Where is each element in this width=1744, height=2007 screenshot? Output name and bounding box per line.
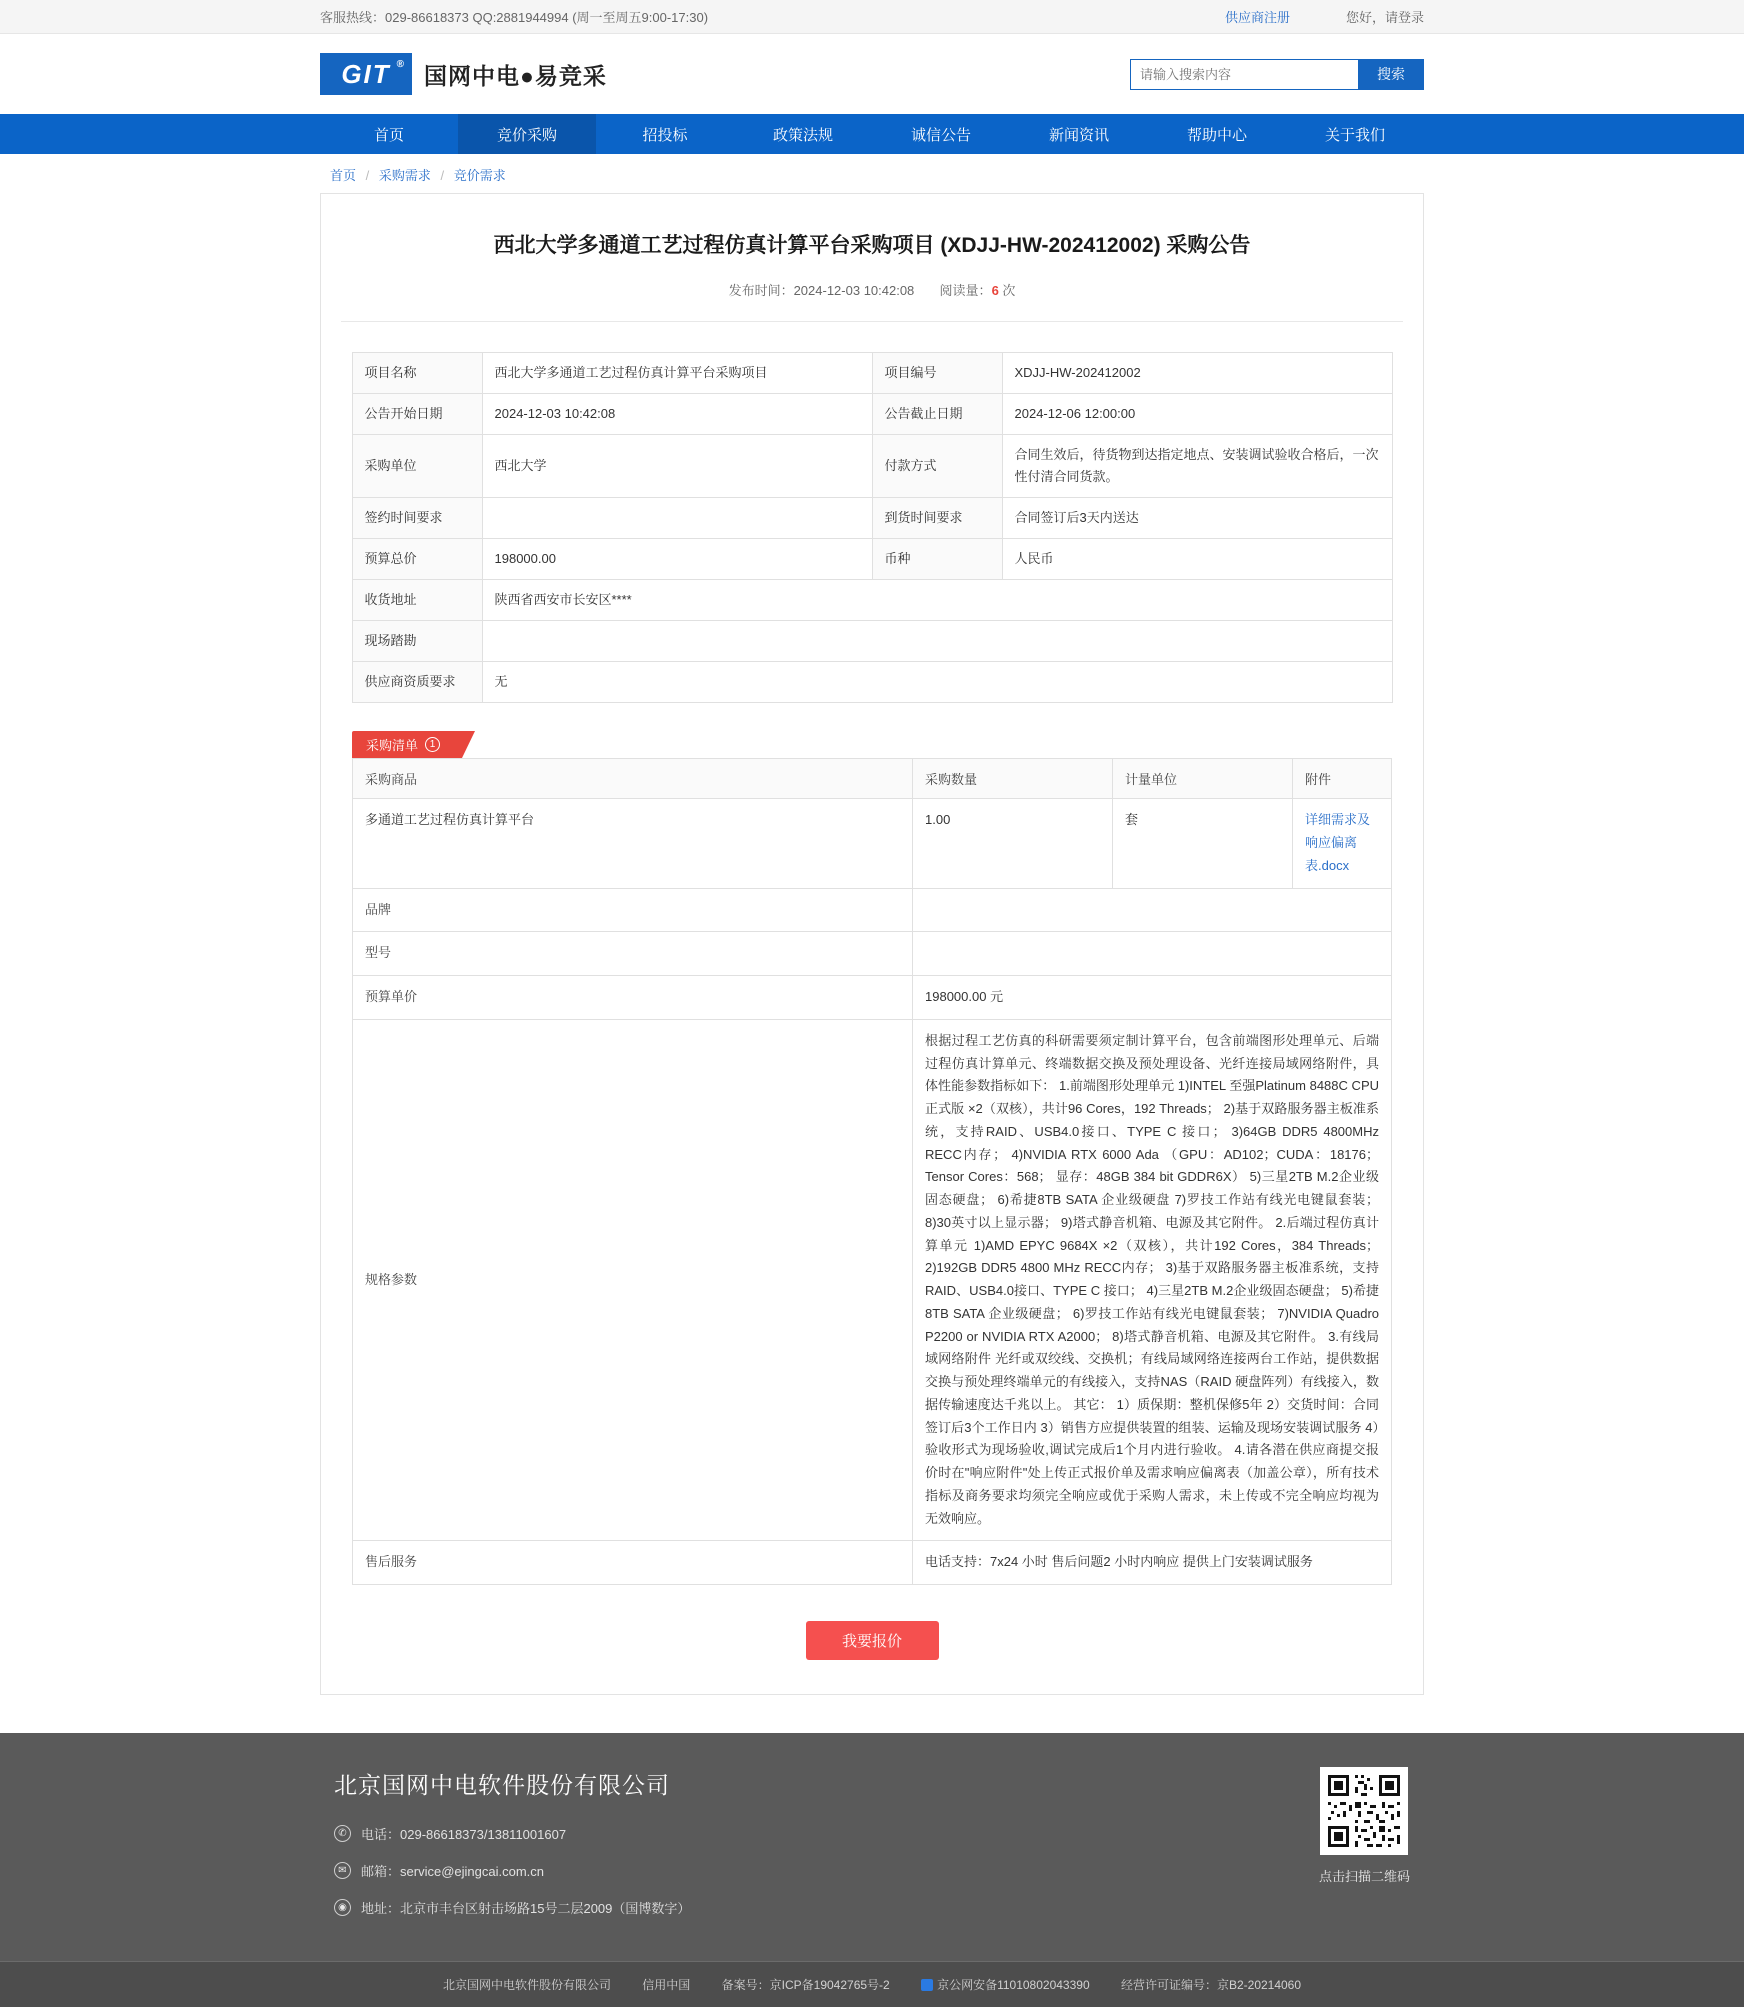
table-row: [353, 932, 1392, 976]
value-after-sales: 电话支持：7x24 小时 售后问题2 小时内响应 提供上门安装调试服务: [913, 1541, 1392, 1585]
table-row: [353, 799, 1392, 888]
goods-quantity: 1.00: [913, 799, 1113, 888]
purchase-list-table: [352, 758, 1392, 1585]
business-license: 经营许可证编号：京B2-20214060: [1120, 1978, 1302, 1993]
value-budget-total: 198000.00: [482, 538, 872, 579]
footer-address: [334, 1898, 690, 1917]
table-row: [352, 393, 1392, 434]
table-header-row: [353, 759, 1392, 799]
qr-caption: 点击扫描二维码: [1318, 1869, 1410, 1885]
value-brand: [913, 888, 1392, 932]
value-delivery-time: 合同签订后3天内送达: [1002, 497, 1392, 538]
purchase-list-tab-label: 采购清单: [366, 738, 419, 754]
value-site-visit: [482, 621, 1392, 662]
label-project-name: 项目名称: [352, 352, 482, 393]
value-payment: 合同生效后，待货物到达指定地点、安装调试验收合格后，一次性付清合同货款。: [1002, 434, 1392, 497]
value-model: [913, 932, 1392, 976]
main-navigation: [0, 114, 1744, 154]
nav-item-home[interactable]: 首页: [373, 126, 404, 144]
footer-company-name: 北京国网中电软件股份有限公司: [334, 1772, 670, 1799]
nav-item-tender[interactable]: 招投标: [642, 126, 688, 144]
announcement-meta: [341, 280, 1403, 322]
site-footer: [0, 1733, 1744, 1961]
table-row: [353, 1019, 1392, 1541]
column-quantity: 采购数量: [913, 759, 1113, 799]
value-currency: 人民币: [1002, 538, 1392, 579]
table-row: [352, 434, 1392, 497]
label-ship-address: 收货地址: [352, 580, 482, 621]
project-info-table: [352, 352, 1393, 704]
nav-item-about[interactable]: 关于我们: [1324, 126, 1385, 144]
attachment-link[interactable]: 详细需求及响应偏离表.docx: [1305, 812, 1371, 873]
label-start-date: 公告开始日期: [352, 393, 482, 434]
value-start-date: 2024-12-03 10:42:08: [482, 393, 872, 434]
search-input[interactable]: [1130, 59, 1358, 90]
top-utility-bar: [0, 0, 1744, 34]
label-after-sales: 售后服务: [353, 1541, 913, 1585]
credit-china-link[interactable]: 信用中国: [642, 1978, 691, 1993]
login-greeting[interactable]: 您好，请登录: [1345, 10, 1424, 25]
brand-logo[interactable]: [320, 53, 607, 95]
footer-address-value: 北京市丰台区射击场路15号二层2009（国博数字）: [400, 1901, 691, 1917]
supplier-register-link[interactable]: 供应商注册: [1224, 10, 1290, 25]
announcement-card: [320, 193, 1424, 1695]
publish-time-label: 发布时间：: [728, 282, 794, 298]
table-row: [353, 976, 1392, 1020]
mail-icon: ✉: [334, 1862, 351, 1879]
column-unit: 计量单位: [1113, 759, 1293, 799]
label-end-date: 公告截止日期: [872, 393, 1002, 434]
location-icon: ◉: [334, 1899, 351, 1916]
site-header: [0, 34, 1744, 114]
git-logo-icon: [320, 53, 412, 95]
views-unit: 次: [1002, 282, 1016, 298]
table-row: [352, 580, 1392, 621]
logo-text: GIT: [341, 58, 391, 89]
value-spec: 根据过程工艺仿真的科研需要须定制计算平台，包含前端图形处理单元、后端过程仿真计算单元、终端数据交换及预处理设备、光纤连接局域网络附件，具体性能参数指标如下： 1.前端图形处理单元 1)INTEL 至强Platinum 8488C CPU正式版 ×2（双核），共计96 Cores，192 Threads； 2)基于双路服务器主板准系统，支持RAID、USB4.0接口、TYPE C 接口； 3)64GB DDR5 4800MHz RECC内存； 4)NVIDIA RTX 6000 Ada （GPU：AD102；CUDA：18176；Tensor Cores：568； 显存：48GB 384 bit GDDR6X） 5)三星2TB M.2企业级固态硬盘； 6)希捷8TB SATA 企业级硬盘 7)罗技工作站有线光电键鼠套装； 8)30英寸以上显示器； 9)塔式静音机箱、电源及其它附件。 2.后端过程仿真计算单元 1)AMD EPYC 9684X ×2（双核），共计192 Cores，384 Threads； 2)192GB DDR5 4800 MHz RECC内存； 3)基于双路服务器主板准系统，支持RAID、USB4.0接口、TYPE C 接口； 4)三星2TB M.2企业级固态硬盘； 5)希捷8TB SATA 企业级硬盘； 6)罗技工作站有线光电键鼠套装； 7)NVIDIA Quadro P2200 or NVIDIA RTX A2000； 8)塔式静音机箱、电源及其它附件。 3.有线局域网络附件 光纤或双绞线、交换机；有线局域网络连接两台工作站，提供数据交换与预处理终端单元的有线接入，支持NAS（RAID 硬盘阵列）有线接入，数据传输速度达千兆以上。 其它： 1）质保期：整机保修5年 2）交货时间：合同签订后3个工作日内 3）销售方应提供装置的组装、运输及现场安装调试服务 4）验收形式为现场验收,调试完成后1个月内进行验收。 4.请各潜在供应商提交报价时在"响应附件"处上传正式报价单及需求响应偏离表（加盖公章），所有技术指标及商务要求均须完全响应或优于采购人需求，未上传或不完全响应均视为无效响应。: [913, 1019, 1392, 1541]
label-budget-unit-price: 预算单价: [353, 976, 913, 1020]
footer-phone-value: 029-86618373/13811001607: [400, 1827, 567, 1843]
brand-name: 国网中电●易竞采: [424, 62, 607, 89]
police-record-link[interactable]: 京公网安备11010802043390: [937, 1978, 1090, 1993]
nav-item-help[interactable]: 帮助中心: [1186, 126, 1247, 144]
goods-name: 多通道工艺过程仿真计算平台: [353, 799, 913, 888]
nav-item-credit-notice[interactable]: 诚信公告: [910, 126, 971, 144]
footer-email-value: service@ejingcai.com.cn: [400, 1864, 544, 1880]
nav-item-bidding-purchase[interactable]: 竞价采购: [458, 114, 596, 154]
column-attachment: 附件: [1293, 759, 1392, 799]
goods-unit: 套: [1113, 799, 1293, 888]
breadcrumb-level2[interactable]: 采购需求: [378, 168, 431, 183]
label-sign-time: 签约时间要求: [352, 497, 482, 538]
table-row: [352, 497, 1392, 538]
table-row: [352, 621, 1392, 662]
footer-address-label: 地址：: [361, 1901, 401, 1917]
table-row: [352, 352, 1392, 393]
footer-email-label: 邮箱：: [361, 1864, 401, 1880]
label-payment: 付款方式: [872, 434, 1002, 497]
purchase-list-section: [352, 731, 1392, 1585]
label-model: 型号: [353, 932, 913, 976]
value-ship-address: 陕西省西安市长安区****: [482, 580, 1392, 621]
value-project-name: 西北大学多通道工艺过程仿真计算平台采购项目: [482, 352, 872, 393]
footer-phone-label: 电话：: [361, 1827, 401, 1843]
copyright-company: 北京国网中电软件股份有限公司: [442, 1978, 611, 1993]
value-project-no: XDJJ-HW-202412002: [1002, 352, 1392, 393]
value-end-date: 2024-12-06 12:00:00: [1002, 393, 1392, 434]
label-currency: 币种: [872, 538, 1002, 579]
qr-section: [1319, 1767, 1410, 1885]
label-site-visit: 现场踏勘: [352, 621, 482, 662]
label-purchaser: 采购单位: [352, 434, 482, 497]
icp-record-link[interactable]: 备案号：京ICP备19042765号-2: [721, 1978, 890, 1993]
nav-item-news[interactable]: 新闻资讯: [1048, 126, 1109, 144]
label-project-no: 项目编号: [872, 352, 1002, 393]
police-badge-icon: [921, 1979, 933, 1991]
page-title: 西北大学多通道工艺过程仿真计算平台采购项目 (XDJJ-HW-202412002) 采购公告: [493, 234, 1251, 257]
nav-item-policy[interactable]: 政策法规: [772, 126, 833, 144]
logo-registered-mark: ®: [396, 59, 406, 70]
breadcrumb-separator-2: /: [440, 168, 445, 183]
search-box[interactable]: [1130, 59, 1424, 90]
purchase-list-count-badge: 1: [425, 737, 440, 752]
label-qualification: 供应商资质要求: [352, 662, 482, 703]
value-budget-unit-price: 198000.00 元: [913, 976, 1392, 1020]
phone-icon: ✆: [334, 1825, 351, 1842]
table-row: [352, 662, 1392, 703]
table-row: [352, 538, 1392, 579]
value-purchaser: 西北大学: [482, 434, 872, 497]
search-button[interactable]: 搜索: [1358, 59, 1424, 90]
submit-quote-button[interactable]: 我要报价: [806, 1621, 939, 1660]
purchase-list-tab[interactable]: [352, 731, 462, 758]
value-qualification: 无: [482, 662, 1392, 703]
label-spec: 规格参数: [353, 1019, 913, 1541]
column-goods-name: 采购商品: [353, 759, 913, 799]
label-budget-total: 预算总价: [352, 538, 482, 579]
table-row: [353, 888, 1392, 932]
qr-code-icon[interactable]: [1320, 1767, 1408, 1855]
breadcrumb-separator-1: /: [365, 168, 370, 183]
breadcrumb-current: 竞价需求: [453, 168, 506, 183]
footer-email: [334, 1861, 690, 1880]
footer-phone: [334, 1824, 690, 1843]
copyright-bar: [0, 1961, 1744, 2007]
breadcrumb: [320, 154, 1424, 193]
breadcrumb-home[interactable]: 首页: [330, 168, 357, 183]
views-count: 6: [991, 282, 999, 298]
customer-hotline: 客服热线：029-86618373 QQ:2881944994 (周一至周五9:00-17:30): [320, 10, 709, 25]
value-sign-time: [482, 497, 872, 538]
table-row: [353, 1541, 1392, 1585]
label-delivery-time: 到货时间要求: [872, 497, 1002, 538]
views-label: 阅读量：: [939, 282, 992, 298]
label-brand: 品牌: [353, 888, 913, 932]
publish-time-value: 2024-12-03 10:42:08: [793, 282, 915, 298]
